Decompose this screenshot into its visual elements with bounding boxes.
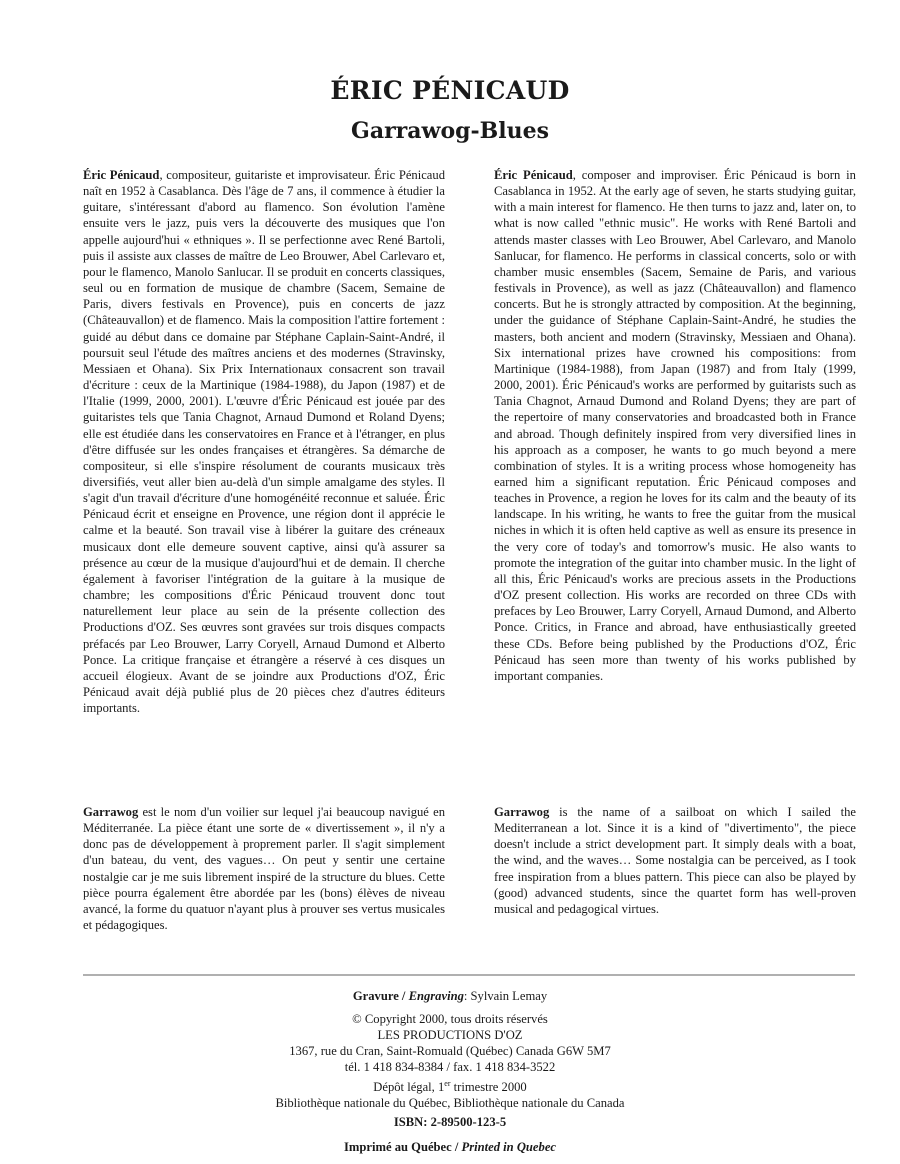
publisher-name: LES PRODUCTIONS D'OZ <box>377 1028 523 1042</box>
legal-deposit-block <box>0 1079 900 1111</box>
program-note-french-title: Garrawog <box>83 805 139 819</box>
engraving-separator: / <box>398 989 409 1003</box>
printed-en: Printed in Quebec <box>461 1140 556 1154</box>
printed-fr: Imprimé au Québec <box>344 1140 452 1154</box>
biography-english-text: , composer and improviser. Éric Pénicaud is born in Casablanca in 1952. At the early age of seven, he starts studying guitar, with a main interest for flamenco. He then turns to jazz and, later on, to what is now called "ethnic music". He works with René Bartoli and attends master classes with Leo Brouwer, Abel Carlevaro, and Manolo Sanlucar, for flamenco. He performs in classical concerts, solo or with chamber music ensembles (Sacem, Semaine de Paris, and various festivals in Provence), as well as jazz (Châteauvallon) and flamenco concerts. But he is strongly attracted by composition. At the beginning, under the guidance of Stéphane Caplain-Saint-André, he studies the masters, both ancient and modern (Stravinsky, Messiaen and Ohana). Six international prizes have crowned his compositions: from Martinique (1984-1988), from Japan (1987) and from Italy (1999, 2000, 2001). Éric Pénicaud's works are performed by guitarists such as Tania Chagnot, Arnaud Dumond and Roland Dyens; they are part of the repertoire of many conservatories and broadcasted both in France and abroad. Though definitely inspired from very diversified lines in his approach as a composer, he wants to go much beyond a mere combination of styles. It is a writing process whose homogeneity has earned him a significant reputation. Éric Pénicaud composes and teaches in Provence, a region he loves for its calm and the beauty of its landscape. In his writing, he wants to free the guitar from the musical niches in which it is often held captive as well as ensure its presence in the very core of today's and tomorrow's music. He also wants to promote the integration of the guitar into chamber music. In the light of all this, Éric Pénicaud's works are precious assets in the Productions d'OZ present collection. His works are recorded on three CDs with prefaces by Leo Brouwer, Larry Coryell, Arnaud Dumond, and Alberto Ponce. Critics, in France and abroad, have enthusiastically greeted these CDs. Before being published by the Productions d'OZ, Éric Pénicaud has seen more than twenty of his works published by important companies. <box>494 168 856 683</box>
engraver-name: Sylvain Lemay <box>470 989 548 1003</box>
program-note-english-title: Garrawog <box>494 805 550 819</box>
program-note-english-text: is the name of a sailboat on which I sailed the Mediterranean a lot. Since it is a kind of "divertimento", the piece doesn't include a strict development part. It simply deals with a boat, the wind, and the waves… Some nostalgia can be perceived, as I took free inspiration from a blues pattern. This piece can also be played by (good) advanced students, since the quartet form has well-proven musical and pedagogical virtues. <box>494 805 856 916</box>
publisher-address: 1367, rue du Cran, Saint-Romuald (Québec) Canada G6W 5M7 <box>289 1044 611 1058</box>
composer-name: ÉRIC PÉNICAUD <box>330 76 570 105</box>
legal-deposit-line <box>0 1079 900 1095</box>
isbn: ISBN: 2-89500-123-5 <box>393 1115 507 1129</box>
program-note-english <box>494 804 856 917</box>
publisher-phone-fax: tél. 1 418 834-8384 / fax. 1 418 834-3522 <box>344 1060 556 1074</box>
biography-english-name: Éric Pénicaud <box>494 168 573 182</box>
publisher-block <box>0 1011 900 1075</box>
engraving-colon: : <box>463 989 471 1003</box>
engraving-label-en: Engraving <box>408 989 464 1003</box>
legal-deposit-ordinal: er <box>444 1078 451 1088</box>
engraving-credit <box>0 988 900 1004</box>
program-note-french-text: est le nom d'un voilier sur lequel j'ai beaucoup navigué en Méditerranée. La pièce étant une sorte de « divertissement », il n'y a donc pas de développement à proprement parler. Il s'agit simplement d'un bateau, du vent, des vagues… On peut y sentir une certaine nostalgie car je me suis librement inspiré de la structure du blues. Cette pièce pourra également être abordée par les (bons) élèves de niveau avancé, la forme du quatuor n'ayant plus à prouver ses vertus musicales et pédagogiques. <box>83 805 445 933</box>
program-note-french <box>83 804 445 933</box>
biography-french-name: Éric Pénicaud <box>83 168 160 182</box>
credits-divider <box>83 974 855 976</box>
national-libraries: Bibliothèque nationale du Québec, Bibliothèque nationale du Canada <box>275 1096 625 1110</box>
biography-english <box>494 167 856 684</box>
work-title: Garrawog-Blues <box>351 118 549 144</box>
biography-french <box>83 167 445 716</box>
engraving-label-fr: Gravure <box>352 989 399 1003</box>
legal-deposit-prefix: Dépôt légal, 1 <box>373 1080 445 1094</box>
printed-in <box>0 1139 900 1155</box>
biography-french-text: , compositeur, guitariste et improvisateur. Éric Pénicaud naît en 1952 à Casablanca. Dès l'âge de 7 ans, il commence à étudier la guitare, s'intéressant d'abord au flamenco. Son évolution l'amène ensuite vers le jazz, puis vers la découverte des musiques que l'on appelle aujourd'hui « ethniques ». Il se perfectionne avec René Bartoli, puis il assiste aux classes de maître de Leo Brouwer, Abel Carlevaro et, pour le flamenco, Manolo Sanlucar. Il se produit en concerts classiques, seul ou en formation de musique de chambre (Sacem, Semaine de Paris, divers festivals en Provence), puis en concerts de jazz (Châteauvallon) et de flamenco. Mais la composition l'attire fortement : guidé au début dans ce domaine par Stéphane Caplain-Saint-André, il poursuit seul l'étude des maîtres anciens et des modernes (Stravinsky, Messiaen et Ohana). Six Prix Internationaux consacrent son travail d'écriture : ceux de la Martinique (1984-1988), du Japon (1987) et de l'Italie (1999, 2000, 2001). L'œuvre d'Éric Pénicaud est jouée par des guitaristes tels que Tania Chagnot, Arnaud Dumond et Roland Dyens; elle est étudiée dans les conservatoires en France et à l'étranger, en plus d'être diffusée sur les ondes françaises et étrangères. Sa démarche de compositeur, si elle s'inspire résolument de courants musicaux très diversifiés, veut aller bien au-delà d'un simple amalgame des styles. Il s'agit d'un travail d'écriture d'une homogénéité reconnue et saluée. Éric Pénicaud écrit et enseigne en Provence, une région dont il apprécie le calme et la beauté. Son travail vise à libérer la guitare des créneaux musicaux dont elle demeure souvent captive, ainsi qu'à assurer sa présence au cœur de la musique d'aujourd'hui et de demain. Il cherche également à favoriser l'intégration de la guitare à la musique de chambre; les compositions d'Éric Pénicaud trouvent donc tout naturellement leur place au sein de la présente collection des Productions d'OZ. Ses œuvres sont gravées sur trois disques compacts préfacés par Leo Brouwer, Larry Coryell, Arnaud Dumond et Alberto Ponce. La critique française et étrangère a réservé à ces disques un accueil élogieux. Avant de se joindre aux Productions d'OZ, Éric Pénicaud avait déjà publié plus de 20 pièces chez d'autres éditeurs importants. <box>83 168 445 716</box>
printed-separator: / <box>451 1140 462 1154</box>
legal-deposit-suffix: trimestre 2000 <box>450 1080 527 1094</box>
copyright-line: © Copyright 2000, tous droits réservés <box>352 1012 548 1026</box>
